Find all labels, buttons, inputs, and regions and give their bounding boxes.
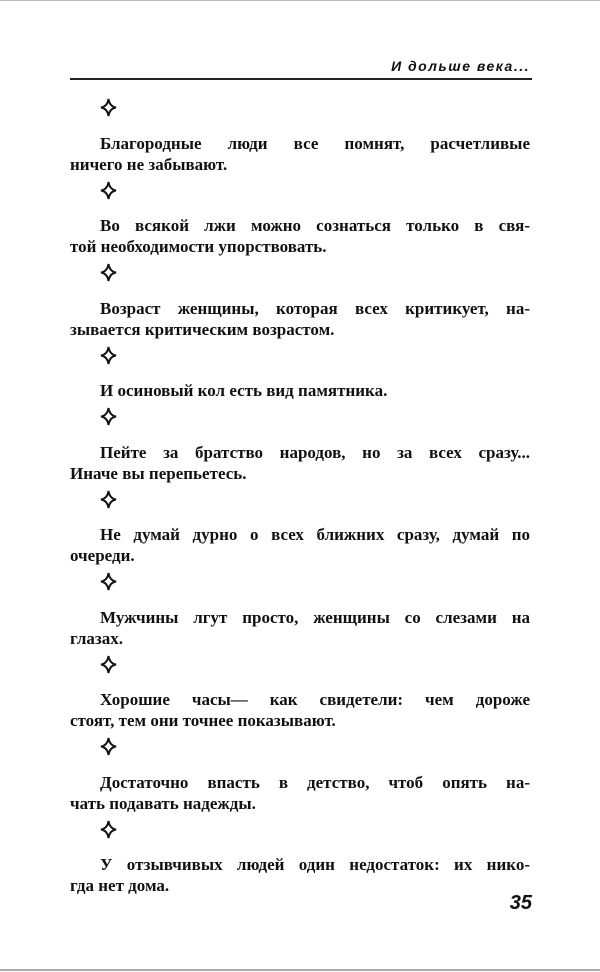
aphorism-line: Возраст женщины, которая всех критикует, на- [100, 298, 530, 318]
diamond-separator-icon [70, 819, 530, 840]
aphorism [70, 215, 530, 257]
diamond-separator-icon [70, 262, 530, 283]
aphorism-line: глазах. [70, 628, 123, 648]
aphorism-line: той необходимости упорствовать. [70, 237, 327, 256]
aphorism-list [70, 97, 530, 901]
aphorism-line: Во всякой лжи можно сознаться только в свя- [100, 216, 530, 235]
bottom-border [0, 969, 600, 971]
aphorism-line: очереди. [70, 546, 135, 565]
aphorism [70, 442, 530, 484]
aphorism-line: Достаточно впасть в детство, чтоб опять на- [100, 772, 530, 792]
aphorism-line: И осиновый кол есть вид памятника. [100, 381, 388, 400]
aphorism-line: Хорошие часы— как свидетели: чем дороже [100, 690, 530, 709]
aphorism-line: зывается критическим возрастом. [70, 319, 335, 339]
aphorism-line: Не думай дурно о всех ближних сразу, думай по [100, 525, 530, 544]
diamond-separator-icon [70, 489, 530, 510]
aphorism-line: стоят, тем они точнее показывают. [70, 711, 336, 730]
aphorism [70, 689, 530, 731]
diamond-separator-icon [70, 345, 530, 366]
diamond-separator-icon [70, 736, 530, 757]
aphorism-line: У отзывчивых людей один недостаток: их нико- [100, 855, 530, 874]
diamond-separator-icon [70, 654, 530, 675]
running-header: И дольше века... [391, 58, 530, 74]
aphorism-line: Пейте за братство народов, но за всех сразу... [100, 442, 530, 462]
aphorism [70, 380, 530, 401]
aphorism-line: Благородные люди все помнят, расчетливые [100, 133, 530, 153]
aphorism [70, 524, 530, 566]
aphorism-line: чать подавать надежды. [70, 793, 256, 813]
page-number: 35 [509, 892, 532, 914]
aphorism-line: ничего не забывают. [70, 154, 228, 174]
aphorism [70, 854, 530, 896]
diamond-separator-icon [70, 571, 530, 592]
top-border [0, 0, 600, 1]
aphorism-line: Иначе вы перепьетесь. [70, 463, 247, 483]
aphorism [70, 298, 530, 340]
diamond-separator-icon [70, 180, 530, 201]
aphorism [70, 772, 530, 814]
aphorism-line: Мужчины лгут просто, женщины со слезами на [100, 607, 530, 627]
diamond-separator-icon [70, 97, 530, 118]
aphorism-line: гда нет дома. [70, 876, 170, 895]
aphorism [70, 133, 530, 175]
diamond-separator-icon [70, 406, 530, 427]
aphorism [70, 607, 530, 649]
header-rule [70, 78, 532, 80]
